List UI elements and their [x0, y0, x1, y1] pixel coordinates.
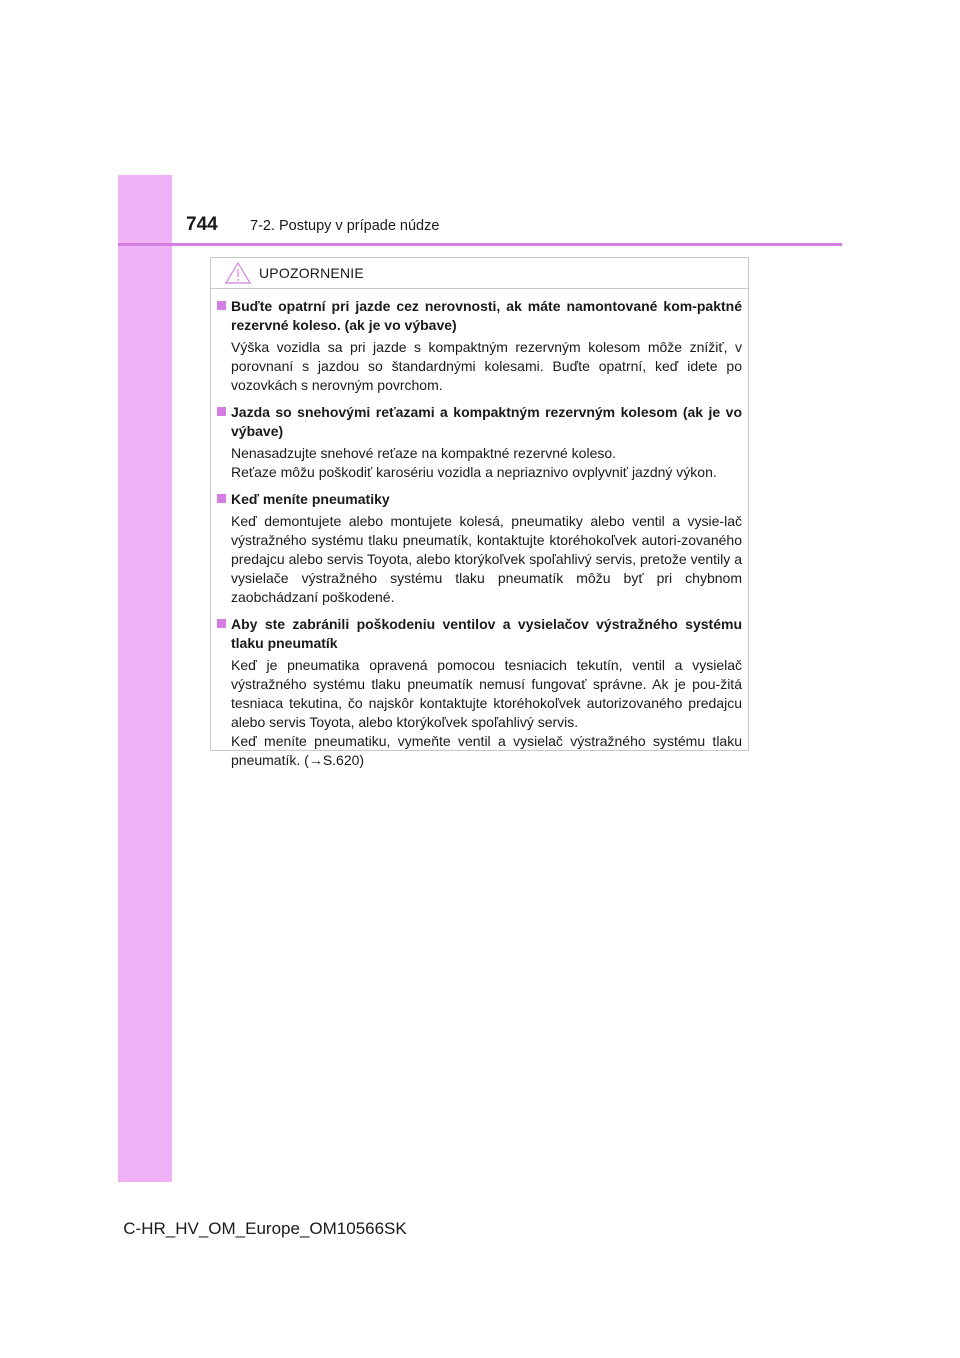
warning-item-title: Aby ste zabránili poškodeniu ventilov a vysielačov výstražného systému tlaku pneumatík [231, 616, 742, 651]
bullet-square-icon [217, 301, 226, 310]
warning-triangle-icon [225, 262, 251, 284]
warning-item-title: Jazda so snehovými reťazami a kompaktným rezervným kolesom (ak je vo výbave) [231, 404, 742, 439]
warning-body [211, 289, 748, 770]
section-title: 7-2. Postupy v prípade núdze [250, 218, 440, 234]
bullet-square-icon [217, 494, 226, 503]
bullet-square-icon [217, 407, 226, 416]
warning-item-text: Výška vozidla sa pri jazde s kompaktným rezervným kolesom môže znížiť, v porovnaní s jazdou so štandardnými kolesami. Buďte opatrní, keď idete po vozovkách s nerovným povrchom. [231, 339, 742, 393]
warning-header [211, 258, 748, 289]
warning-item-title: Buďte opatrní pri jazde cez nerovnosti, ak máte namontované kom-paktné rezervné koleso. (ak je vo výbave) [231, 298, 742, 333]
page-header [186, 214, 439, 240]
warning-item [217, 490, 742, 607]
chapter-side-tab [118, 175, 172, 1182]
warning-item [217, 403, 742, 482]
bullet-square-icon [217, 619, 226, 628]
document-code: C-HR_HV_OM_Europe_OM10566SK [123, 1219, 407, 1238]
warning-label: UPOZORNENIE [259, 265, 364, 281]
warning-item-title: Keď meníte pneumatiky [231, 491, 390, 507]
warning-item-text: Keď je pneumatika opravená pomocou tesniacich tekutín, ventil a vysielač výstražného systému tlaku pneumatík nemusí fungovať správne. Ak je pou-žitá tesniaca tekutina, čo najskôr kontaktujte ktoréhokoľvek autorizovaného predajcu alebo servis Toyota, alebo ktorýkoľvek spoľahlivý servis. Keď meníte pneumatiku, vymeňte ventil a vysielač výstražného systému tlaku pneumatík. (→S.620) [231, 657, 742, 768]
warning-item-text: Keď demontujete alebo montujete kolesá, pneumatiky alebo ventil a vysie-lač výstražného systému tlaku pneumatík, kontaktujte ktoréhokoľvek autori-zovaného predajcu alebo servis Toyota, alebo ktorýkoľvek spoľahlivý servis, pretože ventily a vysielače výstražného systému tlaku pneumatík môžu byť pri chybnom zaobchádzaní poškodené. [231, 513, 742, 605]
warning-item [217, 297, 742, 395]
page-number: 744 [186, 214, 218, 235]
warning-box [210, 257, 749, 768]
warning-item [217, 615, 742, 770]
warning-item-text: Nenasadzujte snehové reťaze na kompaktné rezervné koleso. Reťaze môžu poškodiť karosériu vozidla a nepriaznivo ovplyvniť jazdný výkon. [231, 445, 717, 480]
header-rule [118, 243, 842, 246]
